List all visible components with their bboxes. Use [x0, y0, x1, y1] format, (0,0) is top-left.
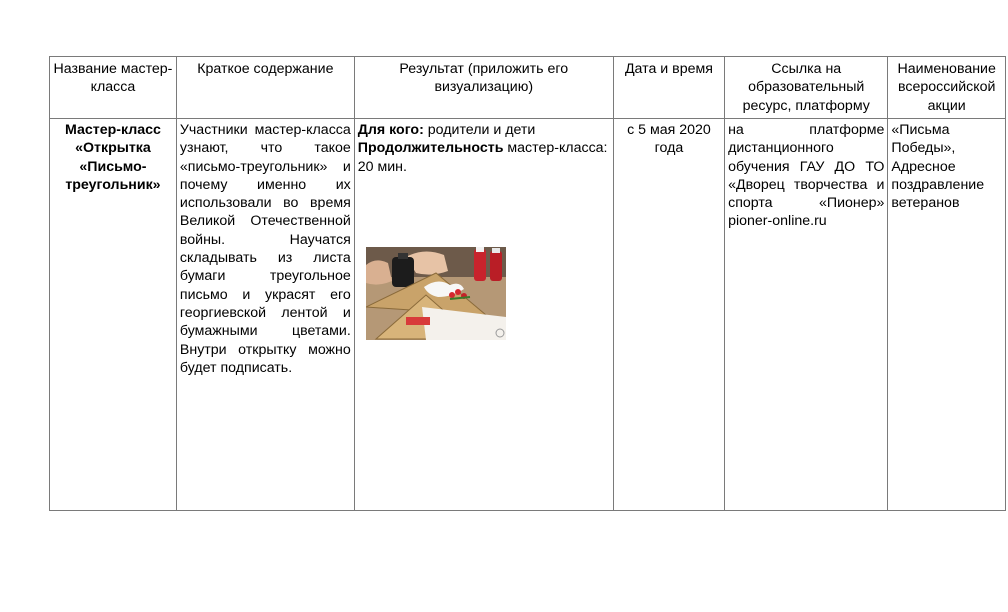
audience-value: родители и дети — [423, 122, 536, 138]
audience-line — [358, 121, 610, 139]
craft-photo — [366, 247, 506, 340]
table-row — [50, 119, 1006, 511]
header-result: Результат (приложить его визуализацию) — [354, 57, 613, 119]
header-title: Название мастер-класса — [50, 57, 177, 119]
cell-result — [354, 119, 613, 511]
master-class-table — [49, 56, 1006, 511]
duration-line — [358, 139, 610, 176]
header-row — [50, 57, 1006, 119]
header-link: Ссылка на образовательный ресурс, платформу — [725, 57, 888, 119]
header-date: Дата и время — [613, 57, 724, 119]
duration-label: Продолжительность — [357, 140, 504, 157]
cell-title: Мастер-класс «Открытка «Письмо-треугольник» — [50, 119, 177, 511]
cell-link: на платформе дистанционного обучения ГАУ ДО ТО «Дворец творчества и спорта «Пионер» pioner-online.ru — [725, 119, 888, 511]
cell-date: с 5 мая 2020 года — [613, 119, 724, 511]
cell-summary: Участники мастер-класса узнают, что такое «письмо-треугольник» и почему именно их использовали во время Великой Отечественной войны. Научатся складывать из листа бумаги треугольное письмо и украсят его георгиевской лентой и бумажными цветами. Внутри открытку можно будет подписать. — [176, 119, 354, 511]
cell-campaign: «Письма Победы», Адресное поздравление ветеранов — [888, 119, 1006, 511]
audience-label: Для кого: — [357, 122, 424, 138]
duration-value: мастер-класса: 20 мин. — [357, 140, 608, 175]
header-campaign: Наименование всероссийской акции — [888, 57, 1006, 119]
header-summary: Краткое содержание — [176, 57, 354, 119]
